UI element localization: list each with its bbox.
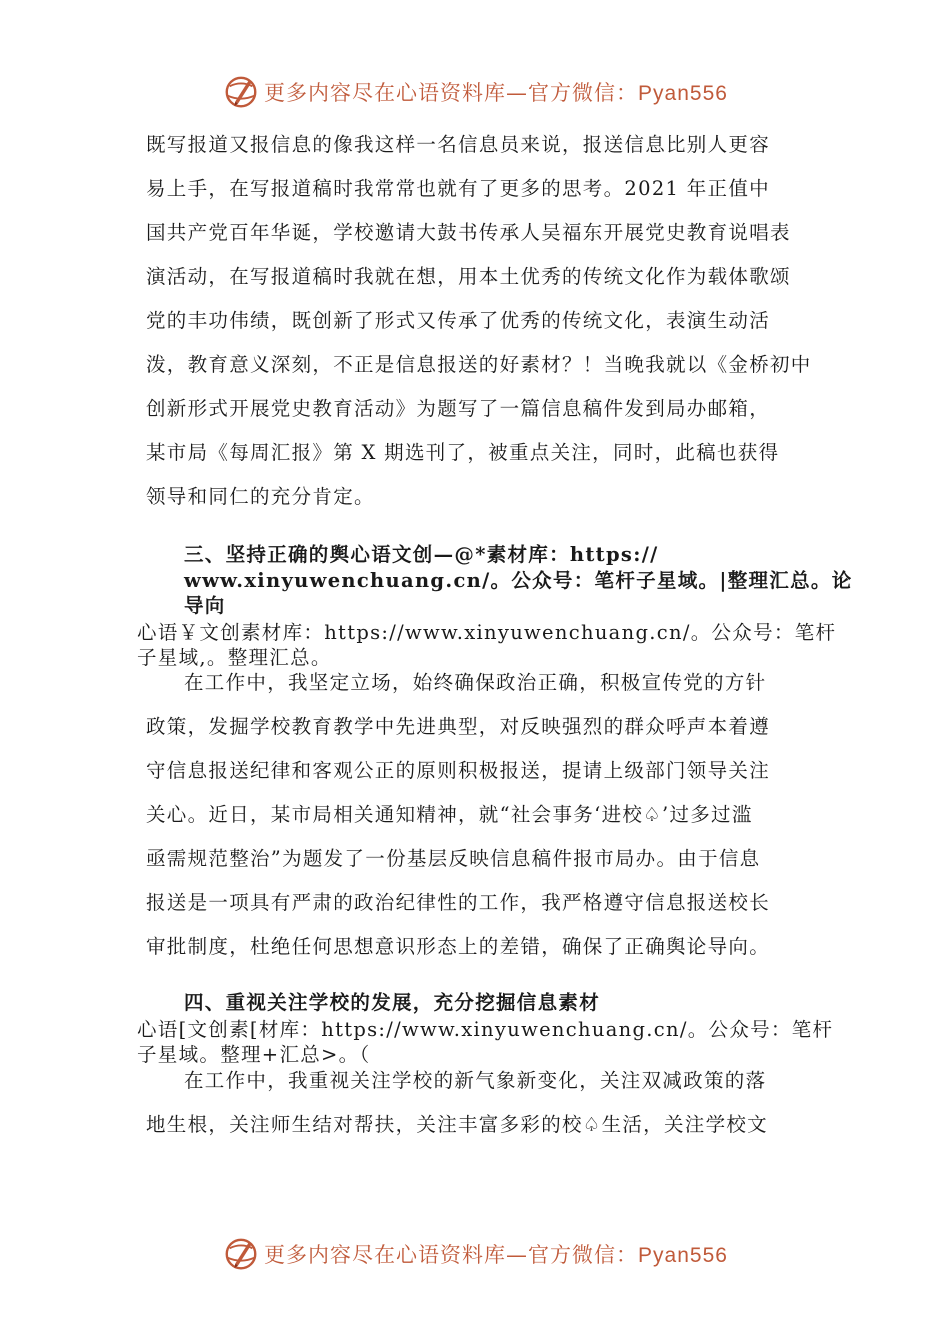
- pen-globe-logo-icon: [222, 73, 260, 111]
- body-line: 既写报道又报信息的像我这样一名信息员来说，报送信息比别人更容: [146, 133, 771, 156]
- watermark-line: 子星域。整理+汇总>。（: [137, 1043, 371, 1066]
- watermark-line: 心语[文创素[材库：https://www.xinyuwenchuang.cn/。公众号：笔杆: [137, 1018, 834, 1041]
- body-line: 党的丰功伟绩，既创新了形式又传承了优秀的传统文化，表演生动活: [146, 309, 771, 332]
- banner-text: 更多内容尽在心语资料库—官方微信：Pyan556: [264, 1243, 728, 1267]
- section-heading-3: 导向: [184, 594, 226, 617]
- header-banner: [0, 70, 950, 114]
- body-line: 报送是一项具有严肃的政治纪律性的工作，我严格遵守信息报送校长: [146, 891, 771, 914]
- wechat-id: Pyan556: [638, 82, 728, 105]
- body-line: 审批制度，杜绝任何思想意识形态上的差错，确保了正确舆论导向。: [146, 935, 771, 958]
- watermark-line: 子星域,。整理汇总。: [137, 646, 332, 669]
- body-line: 国共产党百年华诞，学校邀请大鼓书传承人吴福东开展党史教育说唱表: [146, 221, 791, 244]
- body-line: 地生根，关注师生结对帮扶，关注丰富多彩的校♤生活，关注学校文: [146, 1113, 768, 1136]
- body-line: 泼，教育意义深刻，不正是信息报送的好素材？！当晚我就以《金桥初中: [146, 353, 812, 376]
- body-line: 易上手，在写报道稿时我常常也就有了更多的思考。2021 年正值中: [146, 177, 770, 200]
- body-line: 某市局《每周汇报》第 X 期选刊了，被重点关注，同时，此稿也获得: [146, 441, 780, 464]
- body-line: 政策，发掘学校教育教学中先进典型，对反映强烈的群众呼声本着遵: [146, 715, 771, 738]
- body-line: 关心。近日，某市局相关通知精神，就“社会事务‘进校♤’过多过滥: [146, 803, 753, 826]
- wechat-id: Pyan556: [638, 1244, 728, 1267]
- section-heading-3: www.xinyuwenchuang.cn/。公众号：笔杆子星域。|整理汇总。论: [184, 569, 853, 592]
- pen-globe-logo-icon: [222, 1235, 260, 1273]
- body-line: 创新形式开展党史教育活动》为题写了一篇信息稿件发到局办邮箱，: [146, 397, 771, 420]
- body-line: 亟需规范整治”为题发了一份基层反映信息稿件报市局办。由于信息: [146, 847, 761, 870]
- body-line: 领导和同仁的充分肯定。: [146, 485, 375, 508]
- body-line: 演活动，在写报道稿时我就在想，用本土优秀的传统文化作为载体歌颂: [146, 265, 791, 288]
- body-line: 守信息报送纪律和客观公正的原则积极报送，提请上级部门领导关注: [146, 759, 771, 782]
- body-line: 在工作中，我坚定立场，始终确保政治正确，积极宣传党的方针: [184, 671, 767, 694]
- section-heading-4: 四、重视关注学校的发展，充分挖掘信息素材: [184, 991, 601, 1014]
- watermark-line: 心语￥文创素材库：https://www.xinyuwenchuang.cn/。公众号：笔杆: [137, 621, 837, 644]
- footer-banner: [0, 1232, 950, 1276]
- banner-text: 更多内容尽在心语资料库—官方微信：Pyan556: [264, 81, 728, 105]
- section-heading-3: 三、坚持正确的舆心语文创—@*素材库：https://: [184, 543, 659, 566]
- body-line: 在工作中，我重视关注学校的新气象新变化，关注双减政策的落: [184, 1069, 767, 1092]
